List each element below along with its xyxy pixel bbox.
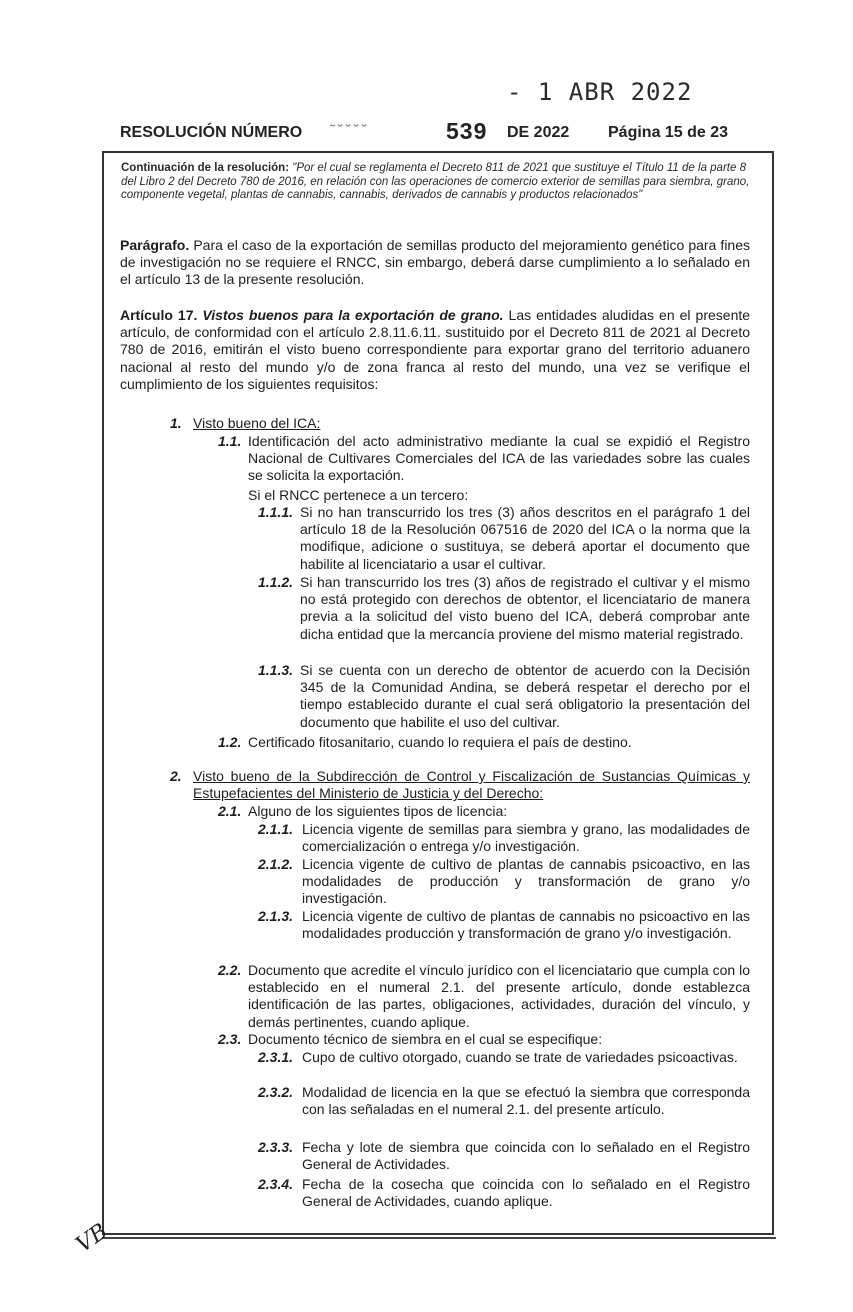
item-number: 1. [170,415,182,431]
item-text: Alguno de los siguientes tipos de licencia: [248,803,508,819]
item-text: Si no han transcurrido los tres (3) años descritos en el parágrafo 1 del artículo 18 de la Resolución 067516 de 2020 del ICA o la norma que la modifique, adicione o sustituya, se deberá aportar el documento que habilite al licenciatario a usar el cultivar. [300,504,750,572]
continuation-heading: Continuación de la resolución: [121,162,290,174]
frame-bottom-rule [102,1237,776,1239]
item-number: 2.3.3. [258,1139,294,1155]
articulo-title: Vistos buenos para la exportación de grano. [202,307,504,323]
item-text: Licencia vigente de semillas para siembra y grano, las modalidades de comercialización o entrega y/o investigación. [302,821,750,855]
item-text: Visto bueno del ICA: [193,415,321,431]
continuation-header [121,162,751,203]
item-text: Certificado fitosanitario, cuando lo requiera el país de destino. [248,734,632,750]
resolution-label: RESOLUCIÓN NÚMERO [120,124,303,141]
page-header [120,118,760,150]
item-text: Licencia vigente de cultivo de plantas de cannabis psicoactivo, en las modalidades de producción y transformación de grano y/o investigación. [302,856,750,907]
paragrafo-label: Parágrafo. [120,237,190,253]
paragrafo [120,237,750,289]
item-number: 2.1.1. [258,821,294,837]
item-number: 1.1.2. [258,574,294,590]
item-text: Fecha de la cosecha que coincida con lo señalado en el Registro General de Actividades, cuando aplique. [302,1176,750,1210]
item-number: 2.1.2. [258,856,294,872]
item-number: 1.1.3. [258,662,294,678]
item-text: Si se cuenta con un derecho de obtentor de acuerdo con la Decisión 345 de la Comunidad Andina, se deberá respetar el derecho por el tiempo establecido durante el cual será obligatorio la presentación del documento que habilite el uso del cultivar. [300,662,750,730]
item-number: 1.1.1. [258,504,294,520]
item-number: 2. [170,768,182,784]
item-text: Visto bueno de la Subdirección de Control y Fiscalización de Sustancias Químicas y Estupefacientes del Ministerio de Justicia y del Derecho: [193,768,750,802]
item-text: Cupo de cultivo otorgado, cuando se trate de variedades psicoactivas. [302,1049,738,1065]
item-number: 2.1. [218,803,242,819]
item-text: Si han transcurrido los tres (3) años de registrado el cultivar y el mismo no está protegido con derechos de obtentor, el licenciatario de manera previa a la solicitud del visto bueno del ICA, deberá comprobar ante dicha entidad que la mercancía proviene del mismo material registrado. [300,574,750,642]
item-text: Identificación del acto administrativo mediante la cual se expidió el Registro Nacional de Cultivares Comerciales del ICA de las variedades sobre las cuales se solicita la exportación. [248,433,750,484]
articulo-17 [120,307,750,393]
item-number: 2.2. [218,962,242,978]
item-number: 2.3. [218,1031,242,1047]
item-number: 1.1. [218,433,242,449]
item-number: 1.2. [218,734,242,750]
item-text: Modalidad de licencia en la que se efectuó la siembra que corresponda con las señaladas en el numeral 2.1. del presente artículo. [302,1084,750,1118]
date-stamp: - 1 ABR 2022 [507,78,693,106]
item-text: Documento que acredite el vínculo jurídico con el licenciatario que cumpla con lo establecido en el numeral 2.1. del presente artículo, donde establezca identificación de las partes, obligaciones, actividades, duración del vínculo, y demás pertinentes, cuando aplique. [248,962,750,1030]
resolution-year: DE 2022 [507,124,570,141]
item-text: Documento técnico de siembra en el cual se especifique: [248,1031,603,1047]
handwritten-initials: VB [71,1219,113,1258]
item-number: 2.3.2. [258,1084,294,1100]
item-text: Licencia vigente de cultivo de plantas de cannabis no psicoactivo en las modalidades producción y transformación de grano y/o investigación. [302,908,750,942]
continuation-text: "Por el cual se reglamenta el Decreto 811 de 2021 que sustituye el Título 11 de la parte 8 del Libro 2 del Decreto 780 de 2016, en relación con las operaciones de comercio exterior de semillas para siembra, grano, componente vegetal, plantas de cannabis, cannabis, derivados de cannabis y productos relacionados" [121,162,750,201]
item-number: 2.3.1. [258,1049,294,1065]
item-number: 2.1.3. [258,908,294,924]
articulo-label: Artículo 17. [120,307,198,323]
resolution-number: 539 [446,118,488,144]
item-number: 2.3.4. [258,1176,294,1192]
item-text: Fecha y lote de siembra que coincida con lo señalado en el Registro General de Actividades. [302,1139,750,1173]
paragrafo-text: Para el caso de la exportación de semillas producto del mejoramiento genético para fines de investigación no se requiere el RNCC, sin embargo, deberá darse cumplimiento a lo señalado en el artículo 13 de la presente resolución. [120,237,751,288]
resolution-number-faded: ˜˘˘˘˘ [330,122,370,139]
item-text: Si el RNCC pertenece a un tercero: [248,487,469,503]
articulo-text: Las entidades aludidas en el presente artículo, de conformidad con el artículo 2.8.11.6.11. sustituido por el Decreto 811 de 2021 al Decreto 780 de 2016, emitirán el visto bueno correspondiente para exportar grano del territorio aduanero nacional al resto del mundo y/o de zona franca al resto del mundo, una vez se verifique el cumplimiento de los siguientes requisitos: [120,307,751,392]
page-indicator: Página 15 de 23 [608,124,729,141]
